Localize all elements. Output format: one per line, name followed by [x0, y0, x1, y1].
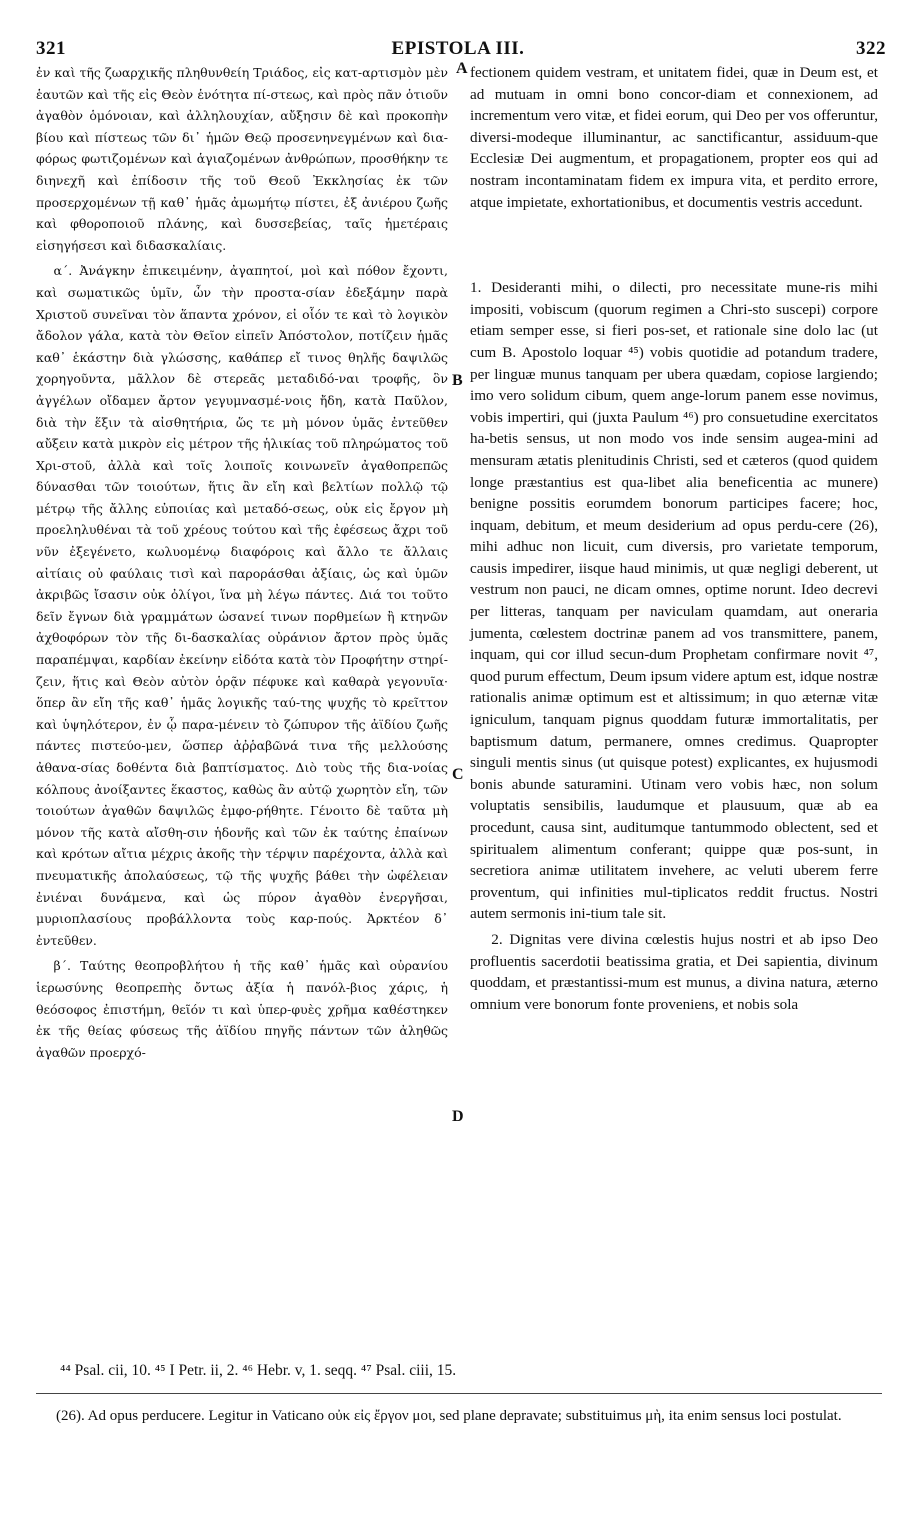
margin-marker-a: A: [456, 60, 468, 77]
greek-column: [36, 62, 448, 1063]
page-number-right: 322: [856, 38, 886, 59]
margin-marker-b: B: [452, 372, 463, 389]
footnote-divider: [36, 1393, 882, 1394]
greek-paragraph-2: α΄. Ἀνάγκην ἐπικειμένην, ἀγαπητοί, μοὶ καὶ πόθον ἔχοντι, καὶ σωματικῶς ὑμῖν, ὧν τὴν προστα-σίαν ἐδεξάμην παρὰ Χριστοῦ συνεῖναι τὸν ἅπαντα χρόνον, εἰ οἷόν τε καὶ τὸ λογικὸν ἄδολον γάλα, κατὰ τὸν Θεῖον εἰπεῖν Ἀπόστολον, ποτίζειν ἡμᾶς καθ᾿ ἑκάστην διὰ γλώσσης, καθάπερ εἴ τινος θηλῆς δαψιλῶς χορηγοῦντα, μᾶλλον δὲ στερεᾶς μεταδιδό-ναι τροφῆς, ὃν ἀγγέλων οἴδαμεν ἄρτον γεγυμνασμέ-νοις ἤδη, κατὰ Παῦλον, διὰ τὴν ἕξιν τὰ αἰσθητήρια, ὥς τε μὴ μόνον ὑμᾶς ἐντεῦθεν αὔξειν κατὰ μικρὸν εἰς μέτρον τῆς ἡλικίας τοῦ πληρώματος τοῦ Χρι-στοῦ, ἀλλὰ καὶ τοῖς λοιποῖς κοινωνεῖν ἀγαθοπρεπῶς δύνασθαι τῶν τοιούτων, ἥτις ἂν εἴη καὶ βελτίων πολλῷ τῷ μέτρῳ τῆς ἄλλης εὐποιίας καὶ μεταδό-σεως, οὐκ εἰς ἔργον μὴ προεληλυθέναι τὰ τοῦ χρέους τούτου καὶ τῆς ἐφέσεως ἄχρι τοῦ νῦν ἐξεγένετο, κωλυομένῳ διαφόροις καὶ ἄλλο τε ἄλλαις αἰτίαις οὐ φαύλαις τισὶ καὶ παροράσθαι ἀξίαις, ὡς καὶ ὑμῶν ἀκριβῶς ἴσασιν οὐκ ὀλίγοι, ἵνα μὴ λέγω πάντες. Διά τοι τοῦτο δεῖν ἔγνων διὰ γραμμάτων ὡσανεί τινων πορθμείων ἢ κτηνῶν ἀχθοφόρων τὸν τῆς δι-δασκαλίας οὐράνιον ἄρτον πρὸς ὑμᾶς παραπέμψαι, καρδίαν ἐκείνην εἰδότα κατὰ τὸν Προφήτην στηρί-ζειν, ἥτις καὶ Θεὸν αὐτὸν ὁρᾷν πέφυκε καὶ καθαρὰ γεγονυῖα· ὅπερ ἂν εἴη τῆς καθ᾿ ἡμᾶς λογικῆς ταύ-της ψυχῆς τὸ κρεῖττον καὶ ὑψηλότερον, ἐν ᾧ παρα-μένειν τὸ ζώπυρον τῆς ἀϊδίου ζωῆς πάντες πιστεύο-μεν, ὥσπερ ἀῤῥαβῶνά τινα τῆς μελλούσης ἀθανα-σίας δοθέντα διὰ βαπτίσματος. Διὸ τοὺς τῆς δια-νοίας κόλπους ἀνοίξαντες ἕκαστος, καθὼς ἂν αὐτῷ χωρητὸν εἴη, τῶν τοιούτων ἀγαθῶν δαψιλῶς ἐμφο-ρήθητε. Γένοιτο δὲ ταῦτα μὴ μόνον τῆς κατὰ αἴσθη-σιν ἡδονῆς καὶ τῶν ἐκ ταύτης ἐπαίνων καὶ κρότων αἴτια μέχρις ἀκοῆς τὴν τέρψιν παρέχοντα, ἀλλὰ καὶ πνευματικῆς ἀπολαύσεως, τῷ τῆς ψυχῆς βάθει τὴν ὠφέλειαν ἐνιέναι δυνάμενα, καὶ ὡς πύρον ἀγαθὸν ἐνεργῆσαι, μυριοπλασίους προβάλλοντα τοὺς καρ-πούς. Ἀρκτέον δ᾿ ἐντεῦθεν.: [36, 263, 448, 948]
latin-paragraph-1: fectionem quidem vestram, et unitatem fidei, quæ in Deum est, et ad mutuam in omni bono concor-diam et connexionem, ad incrementum vero vitæ, et fidei eorum, qui Deo per vos offeruntur, diversi-modeque illuminantur, ac sanctificantur, assiduum-que Ecclesiæ Dei augmentum, et propagationem, propter eos qui ad nostram incontaminatam fidem ex impura vita, et perdito errore, atque impietate, exhortationibus, et documentis vestris accedunt.: [470, 64, 878, 211]
margin-marker-c: C: [452, 766, 464, 783]
running-title: EPISTOLA III.: [391, 38, 525, 59]
page-number-left: 321: [36, 38, 66, 59]
latin-column: [470, 62, 878, 1015]
latin-paragraph-3: 2. Dignitas vere divina cœlestis hujus nostri et ab ipso Deo profluentis sacerdotii beatissima gratia, et Dei sapientia, divinum quoddam, et præstantissi-mum est munus, a divina natura, æterno omnium vere bonorum fonte proveniens, et nobis sola: [470, 930, 878, 1013]
latin-paragraph-2: 1. Desideranti mihi, o dilecti, pro necessitate mune-ris mihi impositi, vobiscum (quorum regimen a Chri-sto suscepi) corpore etiam semper esse, si fieri pos-set, et rationale sine dolo lac (ut cum B. Apostolo loquar ⁴⁵) vobis quotidie ad potandum tradere, per linguæ munus tanquam per ubera quædam, copiose largiendo; imo vero solidum cibum, quem ange-lorum panem esse novimus, vobis impertiri, qui (juxta Paulum ⁴⁶) pro consuetudine exercitatos ha-betis sensus, ut non modo vos inde sensim augea-mini ad mensuram ætatis plenitudinis Christi, sed et cæteros (quod quidem longe præstantius est qua-libet alia beneficentia ac munere) benigne possitis eorumdem bonorum participes facere; hoc, inquam, debitum, et meum desiderium ad opus perdu-cere (26), mihi adhuc non licuit, cum diversis, pro varietate temporum, causis impedirer, iisque haud minimis, ut quæ negligi deberent, ut vestrum non pauci, ne dicam omnes, optime norunt. Ideo decrevi per litteras, tanquam per naviculam quamdam, aut oneraria jumenta, cœlestem doctrinæ panem ad vos transmittere, panem, inquam, qui cor illud secun-dum Prophetam confirmare novit ⁴⁷, quod purum effectum, Deum ipsum videre aptum est, idque nostræ rationalis animæ optimum est et altissimum; in quo æternæ vitæ igniculum, tanquam pignus quoddam futuræ immortalitatis, per baptismum datum, permanere, omnes credimus. Quapropter singuli mentis sinus (ut quisque potest) explicantes, ex hujusmodi bonis abunde saturamini. Utinam vero vobis hæc, non solum voluptatis sensibilis, laudumque et plausuum, quæ ab ea procedunt, causa sint, auditumque tantummodo oblectent, sed et spiritualem alimentum conferant; quippe quæ pos-sunt, in secretiora animæ utilitatem invehere, ac veluti uberem ferre proventum, qui infinities mul-tiplicatos reddit fructus. Nostri autem sermonis ini-tium tale sit.: [470, 279, 878, 923]
column-gap: [470, 213, 878, 277]
footnote: (26). Ad opus perducere. Legitur in Vaticano οὐκ εἰς ἔργον μοι, sed plane depravate; substituimus μὴ, ita enim sensus loci postulat.: [56, 1408, 842, 1424]
scripture-references: ⁴⁴ Psal. cii, 10. ⁴⁵ I Petr. ii, 2. ⁴⁶ Hebr. v, 1. seqq. ⁴⁷ Psal. ciii, 15.: [60, 1362, 457, 1379]
greek-paragraph-3: β΄. Ταύτης θεοπροβλήτου ἡ τῆς καθ᾿ ἡμᾶς καὶ οὐρανίου ἱερωσύνης θεοπρεπὴς ὄντως ἀξία ἡ πανόλ-βιος χάρις, ἡ θεόσοφος ἐπιστήμη, θεῖόν τι καὶ ὑπερ-φυὲς χρῆμα καθέστηκεν ἐκ τῆς θείας φύσεως τῆς ἀϊδίου πηγῆς πάντων τῶν ἀληθῶς ἀγαθῶν προερχό-: [36, 958, 448, 1060]
greek-paragraph-1: ἐν καὶ τῆς ζωαρχικῆς πληθυνθείη Τριάδος, εἰς κατ-αρτισμὸν μὲν ἑαυτῶν καὶ τῆς εἰς Θεὸν ἑνότητα πί-στεως, καὶ πρὸς πᾶν ὁτιοῦν ἀγαθὸν ὁμόνοιαν, καὶ ἀλληλουχίαν, αὔξησιν δὲ καὶ προκοπὴν βίου καὶ πίστεως τῶν δι᾿ ἡμῶν Θεῷ προσενηνεγμένων καὶ δια-φόρως φωτιζομένων καὶ ἁγιαζομένων ἀνθρώπων, προσθήκην τε διηνεχῆ καὶ ἐπίδοσιν τῆς τοῦ Θεοῦ Ἐκκλησίας ἐκ τῶν προσερχομένων τῇ καθ᾿ ἡμᾶς ἀμωμήτῳ πίστει, ἐξ ἀνιέρου ζωῆς καὶ φθοροποιοῦ πλάνης, καὶ δυσσεβείας, ταῖς ἡμετέραις εἰσηγήσεσι καὶ διδασκαλίαις.: [36, 65, 448, 253]
margin-marker-d: D: [452, 1108, 464, 1125]
